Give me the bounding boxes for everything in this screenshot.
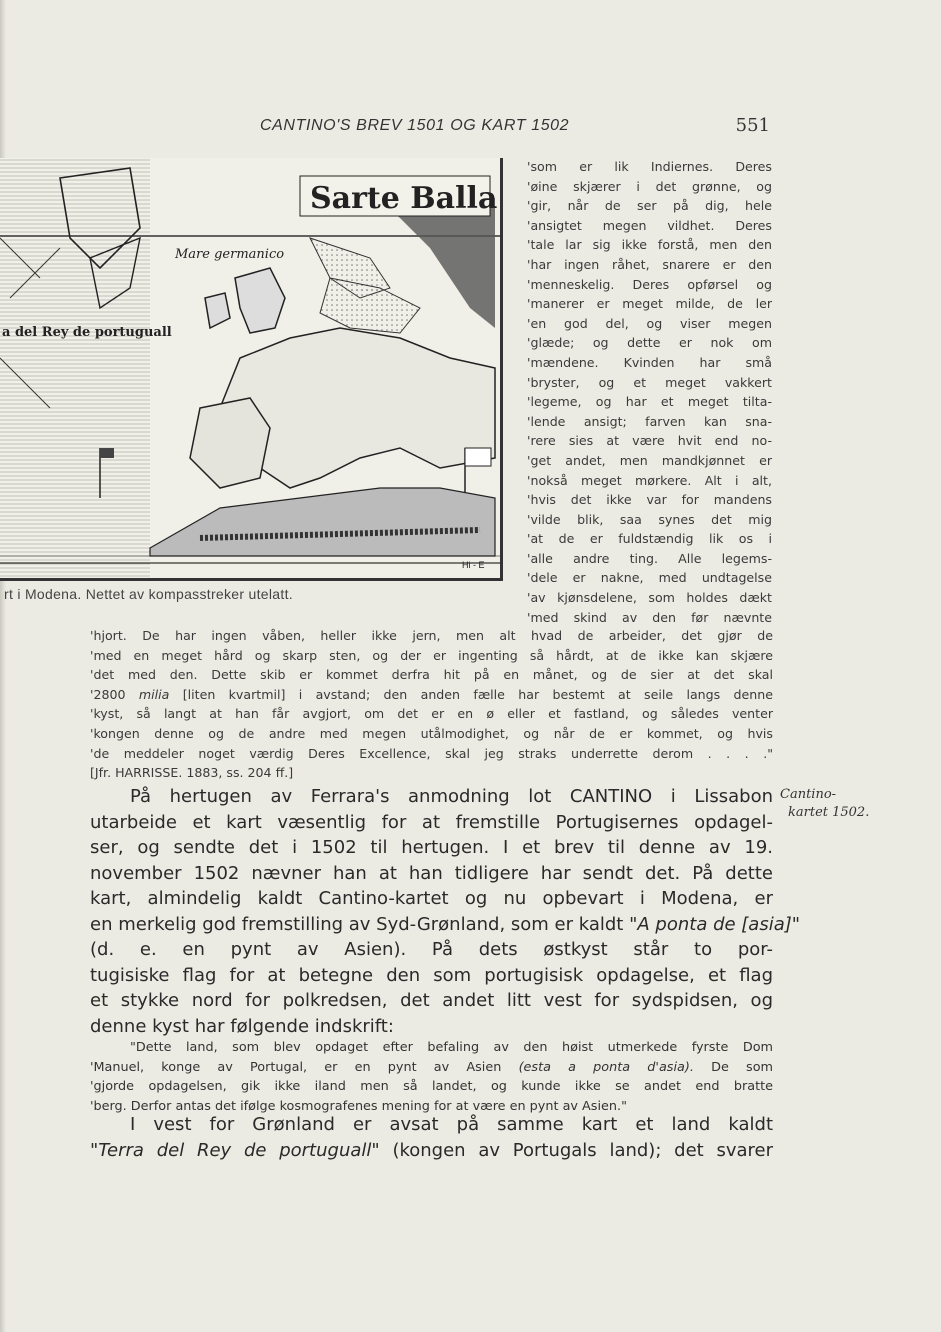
column-line: 'mændene. Kvinden har små <box>527 354 772 370</box>
wide-line <box>90 685 773 705</box>
quote-line <box>90 1058 773 1078</box>
column-line: 'øine skjærer i det grønne, og <box>527 178 772 194</box>
wide-line-part: [liten kvartmil] i avstand; den anden fælle har bestemt at seile langs denne <box>182 686 773 702</box>
body-line-italic: "A ponta de [asia]" <box>629 913 801 935</box>
column-line: 'ansigtet megen vildhet. Deres <box>527 217 772 233</box>
quote-line-italic: (esta a ponta d'asia). <box>518 1059 694 1075</box>
column-line: 'menneskelig. Deres opførsel og <box>527 276 772 292</box>
margin-note <box>780 786 869 822</box>
wide-line: 'de meddeler noget værdig Deres Excellence, skal jeg straks underrette derom . . . ." <box>90 745 773 761</box>
body2-line-italic: "Terra del Rey de portuguall" <box>90 1139 380 1161</box>
page-number: 551 <box>735 115 770 136</box>
column-line: 'tale lar sig ikke forstå, men den <box>527 237 772 253</box>
margin-note-line: kartet 1502. <box>788 805 870 820</box>
running-header <box>260 117 770 139</box>
column-line: 'med skind av den før nævnte <box>527 609 772 625</box>
reference-line: [Jfr. HARRISSE. 1883, ss. 204 ff.] <box>90 765 294 781</box>
quote-line-part: De som <box>711 1059 773 1075</box>
wide-line: 'det med den. Dette skib er kommet derfra hit på en månet, og de sier at det skal <box>90 667 773 683</box>
margin-note-line: Cantino- <box>780 787 837 802</box>
quote-line: 'berg. Derfor antas det ifølge kosmografenes mening for at være en pynt av Asien." <box>90 1098 627 1114</box>
map-caption: rt i Modena. Nettet av kompasstreker utelatt. <box>4 586 293 602</box>
quote-continuation <box>90 626 773 783</box>
column-line: 'get andet, men mandkjønnet er <box>527 452 772 468</box>
body2-line: I vest for Grønland er avsat på samme kart et land kaldt <box>130 1114 773 1135</box>
quote-column <box>527 157 772 627</box>
map-label-left: a del Rey de portuguall <box>2 325 172 340</box>
column-line: 'glæde; og dette er nok om <box>527 335 772 351</box>
column-line: 'en god del, og viser megen <box>527 315 772 331</box>
body-line: (d. e. en pynt av Asien). På dets østkyst står to por- <box>90 939 773 960</box>
map-label-mare: Mare germanico <box>175 247 285 262</box>
wide-line-italic: milia <box>138 686 170 702</box>
header-title: CANTINO'S BREV 1501 OG KART 1502 <box>260 117 570 134</box>
map-label-top: Sarte Balla <box>310 181 498 216</box>
wide-line: 'kyst, så langt at han får avgjort, om det er en ø eller et fastland, og således venter <box>90 706 773 722</box>
wide-line: 'hjort. De har ingen våben, heller ikke jern, men alt hvad de arbeider, det gjør de <box>90 628 773 643</box>
body-line: denne kyst har følgende indskrift: <box>90 1015 394 1037</box>
body-line-part: en merkelig god fremstilling av Syd-Grønland, som er kaldt <box>90 913 624 935</box>
column-line: 'manerer er meget milde, de ler <box>527 296 772 312</box>
map-label-corner: Hi - E <box>462 560 485 570</box>
quote-line-part: 'Manuel, konge av Portugal, er en pynt av Asien <box>90 1059 502 1075</box>
column-line: 'alle andre ting. Alle legems- <box>527 550 772 566</box>
wide-line: 'kongen denne og de andre med megen utålmodighet, og når de er kommet, og hvis <box>90 725 773 741</box>
column-line: 'at de er fuldstændig lik os i <box>527 531 772 547</box>
body2-line <box>90 1138 773 1164</box>
body-line: ser, og sendte det i 1502 til hertugen. I et brev til denne av 19. <box>90 837 773 858</box>
column-line: 'bryster, og et meget vakkert <box>527 374 772 390</box>
column-line: 'lende ansigt; farven kan sna- <box>527 413 772 429</box>
quote-line: "Dette land, som blev opdaget efter befaling av den høist utmerkede fyrste Dom <box>130 1040 773 1055</box>
body-line: utarbeide et kart væsentlig for at fremstille Portugisernes opdagel- <box>90 811 773 833</box>
column-line: 'dele er nakne, med undtagelse <box>527 570 772 586</box>
column-line: 'hvis det ikke var for mandens <box>527 492 772 508</box>
cantino-map-illustration <box>0 158 503 581</box>
column-line: 'som er lik Indiernes. Deres <box>527 159 772 174</box>
inscription-quote <box>90 1038 773 1116</box>
body2-line-part: (kongen av Portugals land); det svarer <box>392 1139 774 1161</box>
column-line: 'vilde blik, saa synes det mig <box>527 511 772 527</box>
column-line: 'av kjønsdelene, som holdes dækt <box>527 590 772 606</box>
wide-line-part: '2800 <box>90 686 126 702</box>
column-line: 'nokså meget mørkere. Alt i alt, <box>527 472 772 488</box>
map-drawing <box>0 158 500 578</box>
column-line: 'gir, når de ser på dig, hele <box>527 198 772 214</box>
quote-line: 'gjorde opdagelsen, gik ikke iland men så landet, og kunde ikke se andet end bratte <box>90 1079 773 1095</box>
body-line: november 1502 nævner han at han tidligere har sendt det. På dette <box>90 862 773 884</box>
body-line: På hertugen av Ferrara's anmodning lot CANTINO i Lissabon <box>130 786 773 807</box>
column-line: 'legeme, og har et meget tilta- <box>527 394 772 410</box>
body-line: tugisiske flag for at betegne den som portugisisk opdagelse, et flag <box>90 964 773 986</box>
wide-line: 'med en meget hård og skarp sten, og der er ingenting så hårdt, at de ikke kan skjære <box>90 647 773 663</box>
main-paragraph <box>90 784 801 1039</box>
column-line: 'har ingen råhet, snarere er den <box>527 256 772 272</box>
body-line: et stykke nord for polkredsen, det andet litt vest for sydspidsen, og <box>90 990 773 1011</box>
body-line <box>90 912 801 938</box>
column-line: 'rere sies at være hvit end no- <box>527 433 772 449</box>
closing-paragraph <box>90 1112 773 1163</box>
body-line: kart, almindelig kaldt Cantino-kartet og nu opbevart i Modena, er <box>90 888 773 909</box>
